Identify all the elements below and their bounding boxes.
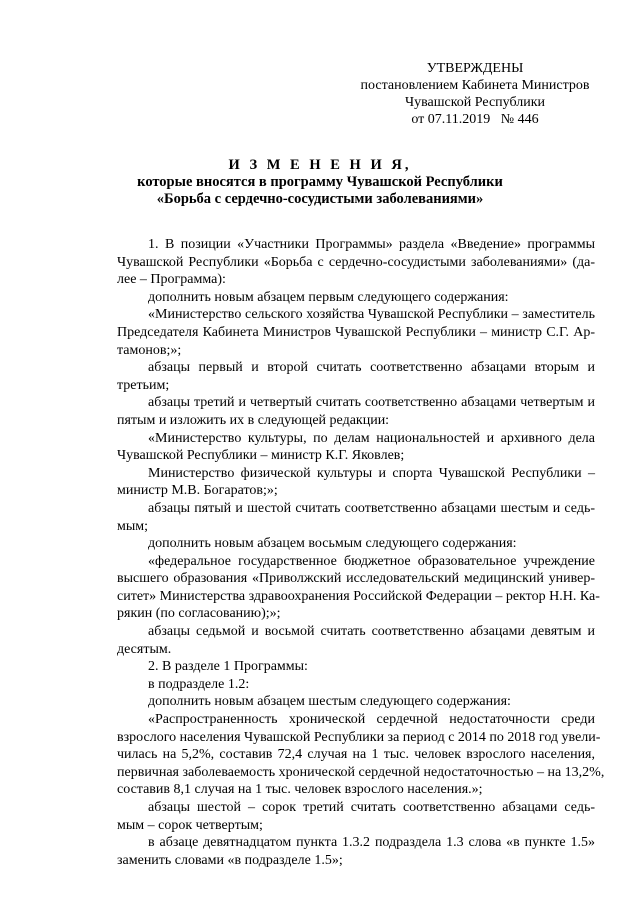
body-line: «Распространенность хронической сердечной недостаточности среди [148,712,595,728]
body-line: первичная заболеваемость хронической сердечной недостаточностью – на 13,2%, [117,764,605,780]
body-line: Председателя Кабинета Министров Чувашской Республики – министр С.Г. Ар- [117,324,595,340]
body-line: тамонов;»; [117,342,182,358]
body-line: Министерство физической культуры и спорта Чувашской Республики – [148,465,595,481]
body-line: 2. В разделе 1 Программы: [148,659,308,675]
body-line: «федеральное государственное бюджетное образовательное учреждение [148,553,595,569]
body-line: 1. В позиции «Участники Программы» раздела «Введение» программы [148,237,595,252]
body-line: «Министерство культуры, по делам национальностей и архивного дела [148,430,595,446]
approval-date-number: от 07.11.2019 № 446 [411,112,539,127]
body-line: взрослого населения Чувашской Республики за период с 2014 по 2018 год увели- [117,729,601,745]
body-line: третьим; [117,377,170,393]
approval-republic: Чувашской Республики [404,95,546,110]
approval-title: УТВЕРЖДЕНЫ [426,61,524,76]
body-line: мым; [117,518,149,534]
title-main: И З М Е Н Е Н И Я, [228,157,412,173]
document-title [0,157,640,208]
body-line: Чувашской Республики – министр К.Г. Яковлев; [117,448,405,464]
body-line: мым – сорок четвертым; [117,817,263,833]
body-line: абзацы седьмой и восьмой считать соответственно абзацами девятым и [148,624,595,640]
body-line: лее – Программа): [117,272,226,288]
body-line: чилась на 5,2%, составив 72,4 случая на 1 тыс. человек взрослого населения, [117,747,595,763]
body-line: дополнить новым абзацем шестым следующего содержания: [148,694,511,710]
document-body [117,236,605,869]
body-line: дополнить новым абзацем восьмым следующего содержания: [148,536,517,552]
body-line: дополнить новым абзацем первым следующего содержания: [148,289,509,305]
body-line: абзацы третий и четвертый считать соответственно абзацами четвертым и [148,395,595,411]
body-line: пятым и изложить их в следующей редакции: [117,412,390,428]
title-subtitle: которые вносятся в программу Чувашской Республики [137,174,503,190]
body-line: абзацы пятый и шестой считать соответственно абзацами шестым и седь- [148,500,595,516]
body-line: составив 8,1 случая на 1 тыс. человек взрослого населения.»; [117,782,483,798]
body-line: заменить словами «в подразделе 1.5»; [117,852,343,868]
body-line: рякин (по согласованию);»; [117,606,281,622]
body-line: в абзаце девятнадцатом пункта 1.3.2 подраздела 1.3 слова «в пункте 1.5» [148,835,595,851]
body-line: высшего образования «Приволжский исследовательский медицинский универ- [117,571,595,587]
body-line: абзацы первый и второй считать соответственно абзацами вторым и [148,360,595,376]
body-line: министр М.В. Богаратов;»; [117,483,278,499]
body-line: ситет» Министерства здравоохранения Российской Федерации – ректор Н.Н. Ка- [117,588,600,604]
approval-block [355,60,595,128]
title-program-name: «Борьба с сердечно-сосудистыми заболеваниями» [156,191,484,207]
body-line: абзацы шестой – сорок третий считать соответственно абзацами седь- [148,800,595,815]
body-line: Чувашской Республики «Борьба с сердечно-сосудистыми заболеваниями» (да- [117,254,595,270]
body-line: в подразделе 1.2: [148,676,250,692]
body-line: десятым. [117,641,172,657]
approval-authority: постановлением Кабинета Министров [360,78,590,93]
body-line: «Министерство сельского хозяйства Чувашской Республики – заместитель [148,307,595,323]
